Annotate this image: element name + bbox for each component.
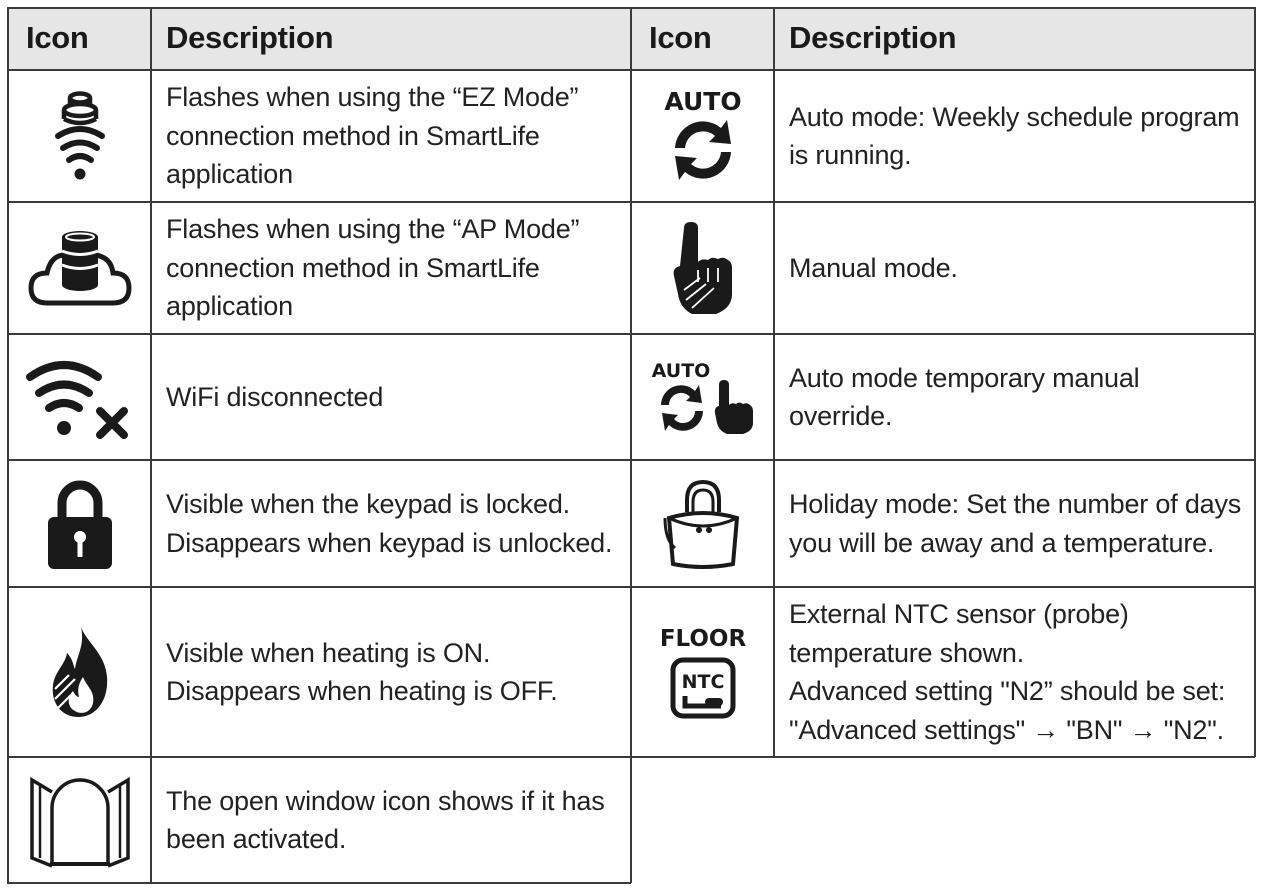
auto-manual-override-icon	[632, 335, 773, 459]
wifi-disconnected-icon	[9, 335, 150, 459]
grid-line	[150, 7, 152, 883]
ez-mode-wifi-icon	[9, 71, 150, 201]
header-icon-left: Icon	[26, 20, 89, 55]
auto-label: AUTO	[663, 87, 742, 116]
floor-ntc-icon	[632, 588, 773, 756]
override-description: Auto mode temporary manual override.	[789, 362, 1140, 431]
header-icon-right: Icon	[649, 20, 712, 55]
manual-hand-icon	[632, 203, 773, 333]
open-window-icon	[9, 758, 150, 882]
header-description-right: Description	[789, 20, 957, 55]
ap-mode-cloud-icon	[9, 203, 150, 333]
ap-mode-description: Flashes when using the “AP Mode” connection method in SmartLife application	[166, 214, 580, 322]
manual-mode-description: Manual mode.	[789, 252, 958, 283]
override-auto-label: AUTO	[651, 360, 710, 382]
auto-mode-icon	[632, 71, 773, 201]
grid-line	[7, 882, 631, 884]
floor-label: FLOOR	[659, 626, 746, 652]
open-window-description: The open window icon shows if it has been activated.	[166, 785, 605, 854]
keypad-lock-description: Visible when the keypad is locked. Disappears when keypad is unlocked.	[166, 489, 613, 558]
ntc-label: NTC	[681, 671, 724, 693]
holiday-mode-description: Holiday mode: Set the number of days you will be away and a temperature.	[789, 489, 1242, 558]
padlock-icon	[9, 461, 150, 586]
floor-ntc-description: External NTC sensor (probe) temperature shown. Advanced setting "N2” should be set: "Advanced settings" → "BN" → "N2".	[789, 599, 1226, 745]
grid-line	[1254, 7, 1256, 757]
header-description-left: Description	[166, 20, 334, 55]
auto-mode-description: Auto mode: Weekly schedule program is running.	[789, 101, 1240, 170]
grid-line	[773, 7, 775, 757]
ez-mode-description: Flashes when using the “EZ Mode” connection method in SmartLife application	[166, 82, 579, 190]
flame-icon	[9, 588, 150, 756]
icon-description-table	[7, 7, 1255, 883]
heating-description: Visible when heating is ON. Disappears when heating is OFF.	[166, 637, 558, 706]
wifi-disconnected-description: WiFi disconnected	[166, 381, 384, 412]
holiday-bag-icon	[632, 461, 773, 586]
